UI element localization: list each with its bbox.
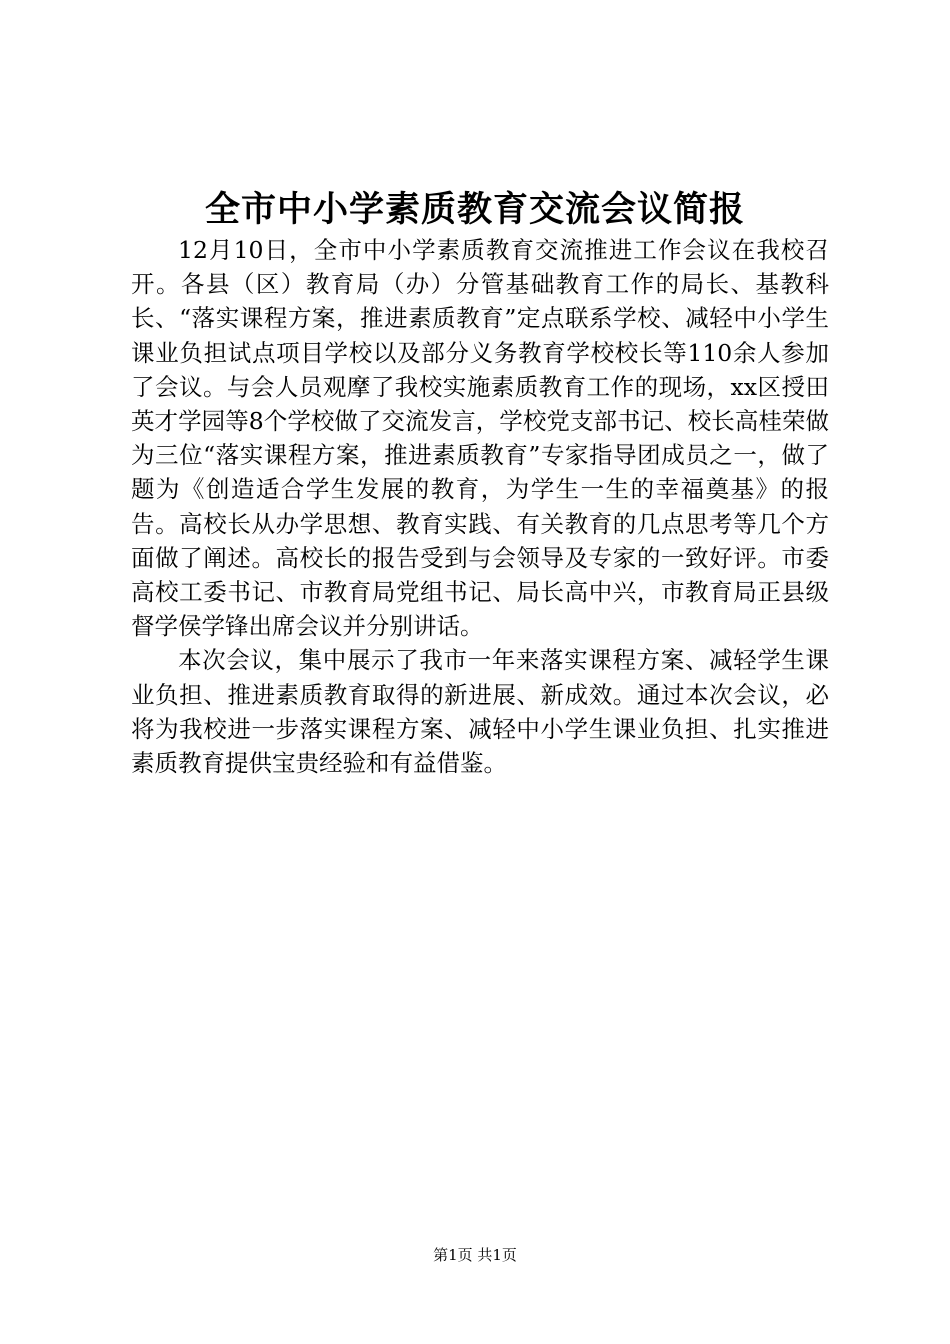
page-number-footer: 第1页 共1页	[433, 1246, 517, 1264]
body-paragraph-2: 本次会议，集中展示了我市一年来落实课程方案、减轻学生课业负担、推进素质教育取得的新进展、新成效。通过本次会议，必将为我校进一步落实课程方案、减轻中小学生课业负担、扎实推进素质教育提供宝贵经验和有益借鉴。	[131, 646, 829, 778]
document-title: 全市中小学素质教育交流会议简报	[204, 189, 745, 230]
body-paragraph-1: 12月10日，全市中小学素质教育交流推进工作会议在我校召开。各县（区）教育局（办）分管基础教育工作的局长、基教科长、“落实课程方案，推进素质教育”定点联系学校、减轻中小学生课业负担试点项目学校以及部分义务教育学校校长等110余人参加了会议。与会人员观摩了我校实施素质教育工作的现场，xx区授田英才学园等8个学校做了交流发言，学校党支部书记、校长高桂荣做为三位“落实课程方案，推进素质教育”专家指导团成员之一，做了题为《创造适合学生发展的教育，为学生一生的幸福奠基》的报告。高校长从办学思想、教育实践、有关教育的几点思考等几个方面做了阐述。高校长的报告受到与会领导及专家的一致好评。市委高校工委书记、市教育局党组书记、局长高中兴，市教育局正县级督学侯学锋出席会议并分别讲话。	[131, 236, 829, 641]
document-body	[131, 233, 829, 780]
